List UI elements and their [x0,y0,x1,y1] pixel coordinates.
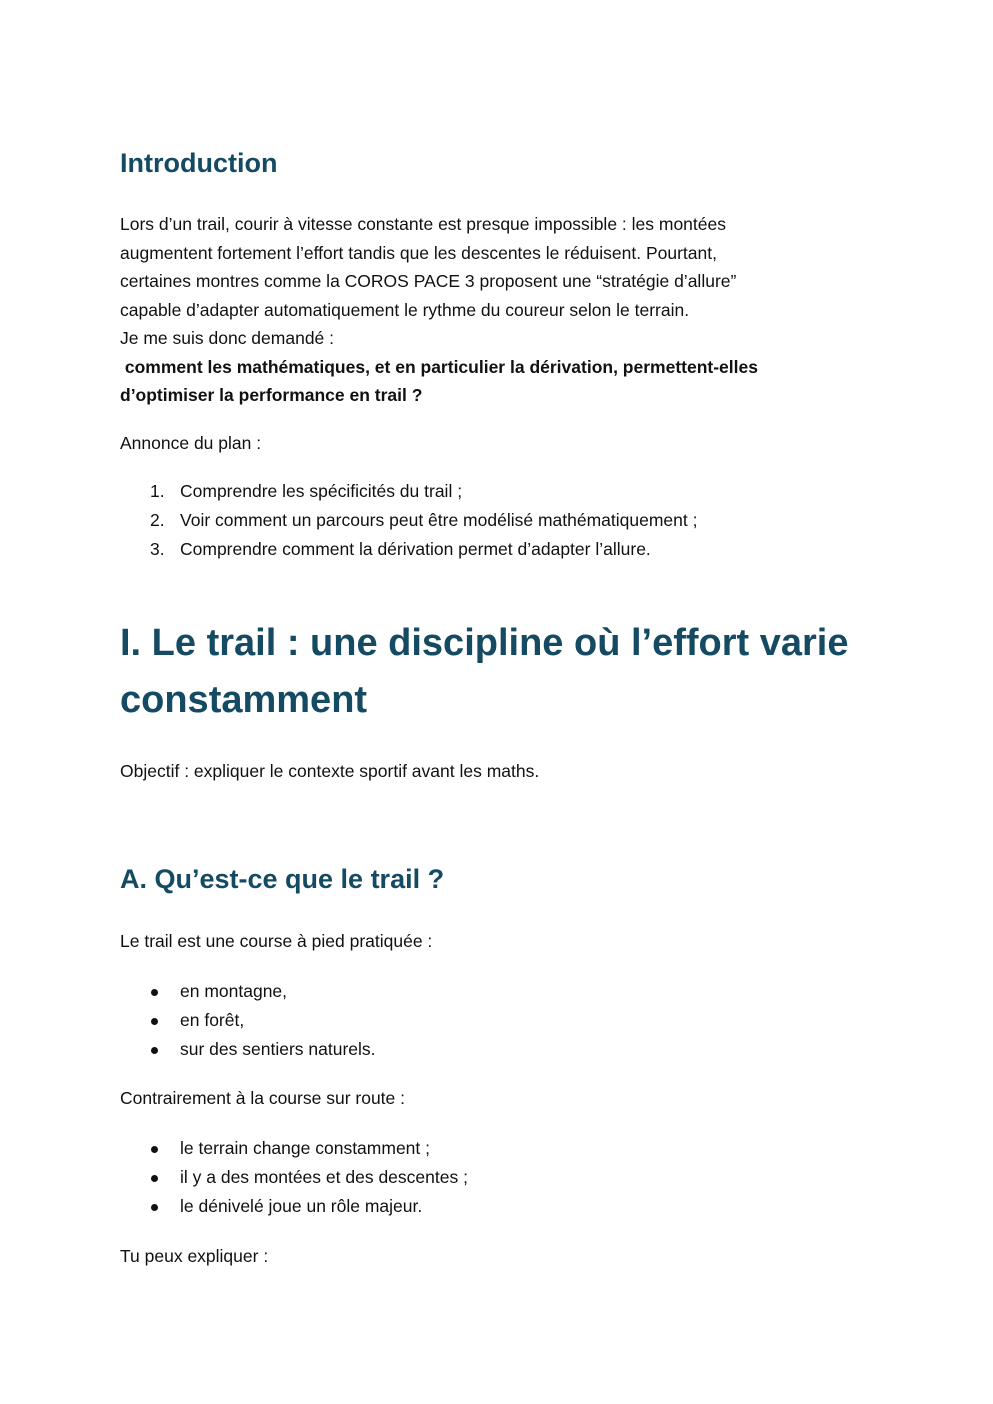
list-item-text: le terrain change constamment ; [180,1138,430,1158]
list-item-text: sur des sentiers naturels. [180,1039,376,1059]
plan-item [120,535,697,564]
plan-label: Annonce du plan : [120,433,262,453]
list-item-text: en forêt, [180,1010,245,1030]
list-item [120,1134,468,1163]
introduction-paragraph [120,210,880,410]
list-item [120,1035,376,1064]
bullet-icon [151,1204,158,1211]
intro-line: Je me suis donc demandé : [120,328,335,348]
section-1-heading-line: I. Le trail : une discipline où l’effort varie [120,622,849,664]
differences-list [120,1134,468,1221]
bullet-icon [151,989,158,996]
section-1-objective: Objectif : expliquer le contexte sportif avant les maths. [120,761,540,781]
list-item-text: le dénivelé joue un rôle majeur. [180,1196,423,1216]
intro-line: capable d’adapter automatiquement le rythme du coureur selon le terrain. [120,299,690,320]
plan-item-number: 3. [150,539,165,559]
list-item [120,1163,468,1192]
bullet-icon [151,1146,158,1153]
list-item-text: en montagne, [180,981,288,1001]
list-item [120,977,376,1006]
plan-item-text: Comprendre comment la dérivation permet d’adapter l’allure. [180,539,651,559]
section-1-heading-line: constamment [120,679,368,721]
trail-definition: Le trail est une course à pied pratiquée : [120,931,433,951]
intro-line: certaines montres comme la COROS PACE 3 proposent une “stratégie d’allure” [120,271,737,291]
bullet-icon [151,1175,158,1182]
section-1a-heading: A. Qu’est-ce que le trail ? [120,864,445,894]
closing-text: Tu peux expliquer : [120,1246,269,1266]
intro-line: augmentent fortement l’effort tandis que les descentes le réduisent. Pourtant, [120,242,717,263]
plan-list [120,477,697,564]
introduction-heading: Introduction [120,148,278,178]
list-item [120,1192,468,1221]
plan-item-number: 2. [150,510,165,530]
research-question-line: comment les mathématiques, et en particulier la dérivation, permettent-elles [120,356,758,377]
plan-item [120,506,697,535]
bullet-icon [151,1018,158,1025]
plan-item-text: Voir comment un parcours peut être modélisé mathématiquement ; [180,510,698,530]
section-1-heading [120,615,900,729]
plan-item [120,477,697,506]
intro-line: Lors d’un trail, courir à vitesse constante est presque impossible : les montées [120,214,726,234]
plan-item-text: Comprendre les spécificités du trail ; [180,481,463,501]
contrast-label: Contrairement à la course sur route : [120,1088,405,1108]
plan-item-number: 1. [150,481,165,501]
places-list [120,977,376,1064]
research-question-line: d’optimiser la performance en trail ? [120,385,423,405]
list-item [120,1006,376,1035]
list-item-text: il y a des montées et des descentes ; [180,1167,468,1187]
bullet-icon [151,1047,158,1054]
